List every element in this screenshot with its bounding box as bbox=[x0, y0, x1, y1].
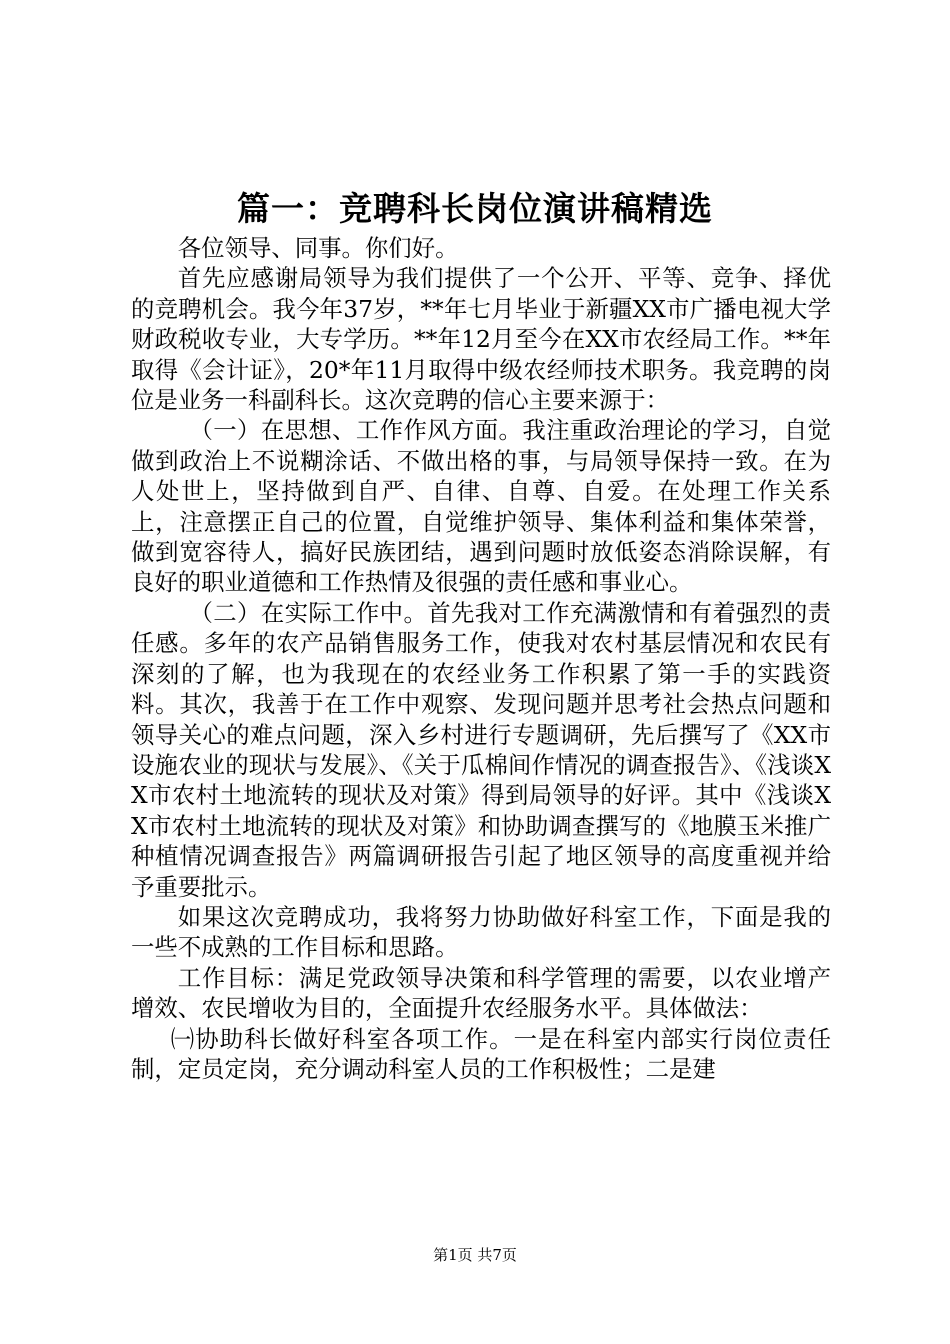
work-goal-paragraph: 工作目标：满足党政领导决策和科学管理的需要，以农业增产增效、农民增收为目的，全面提升农经服务水平。具体做法： bbox=[131, 963, 831, 1023]
method-one-paragraph: ㈠协助科长做好科室各项工作。一是在科室内部实行岗位责任制，定员定岗，充分调动科室人员的工作积极性；二是建 bbox=[131, 1024, 831, 1083]
section-two-paragraph: （二）在实际工作中。首先我对工作充满激情和有着强烈的责任感。多年的农产品销售服务工作，使我对农村基层情况和农民有深刻的了解，也为我现在的农经业务工作积累了第一手的实践资料。其次，我善于在工作中观察、发现问题并思考社会热点问题和领导关心的难点问题，深入乡村进行专题调研，先后撰写了《XX市设施农业的现状与发展》、《关于瓜棉间作情况的调查报告》、《浅谈XX市农村土地流转的现状及对策》得到局领导的好评。其中《浅谈XX市农村土地流转的现状及对策》和协助调查撰写的《地膜玉米推广种植情况调查报告》两篇调研报告引起了地区领导的高度重视并给予重要批示。 bbox=[131, 598, 831, 901]
document-body bbox=[131, 233, 831, 1084]
page-number-footer: 第1页 共7页 bbox=[433, 1246, 517, 1264]
section-one-paragraph: （一）在思想、工作作风方面。我注重政治理论的学习，自觉做到政治上不说糊涂话、不做出格的事，与局领导保持一致。在为人处世上，坚持做到自严、自律、自尊、自爱。在处理工作关系上，注意摆正自己的位置，自觉维护领导、集体利益和集体荣誉，做到宽容待人，搞好民族团结，遇到问题时放低姿态消除误解，有良好的职业道德和工作热情及很强的责任感和事业心。 bbox=[131, 416, 831, 597]
document-title: 篇一：竞聘科长岗位演讲稿精选 bbox=[237, 189, 713, 228]
transition-paragraph: 如果这次竞聘成功，我将努力协助做好科室工作，下面是我的一些不成熟的工作目标和思路。 bbox=[131, 902, 831, 962]
intro-paragraph: 首先应感谢局领导为我们提供了一个公开、平等、竞争、择优的竞聘机会。我今年37岁，**年七月毕业于新疆XX市广播电视大学财政税收专业，大专学历。**年12月至今在XX市农经局工作。**年取得《会计证》，20*年11月取得中级农经师技术职务。我竞聘的岗位是业务一科副科长。这次竞聘的信心主要来源于： bbox=[131, 264, 831, 415]
greeting-paragraph: 各位领导、同事。你们好。 bbox=[177, 234, 459, 262]
